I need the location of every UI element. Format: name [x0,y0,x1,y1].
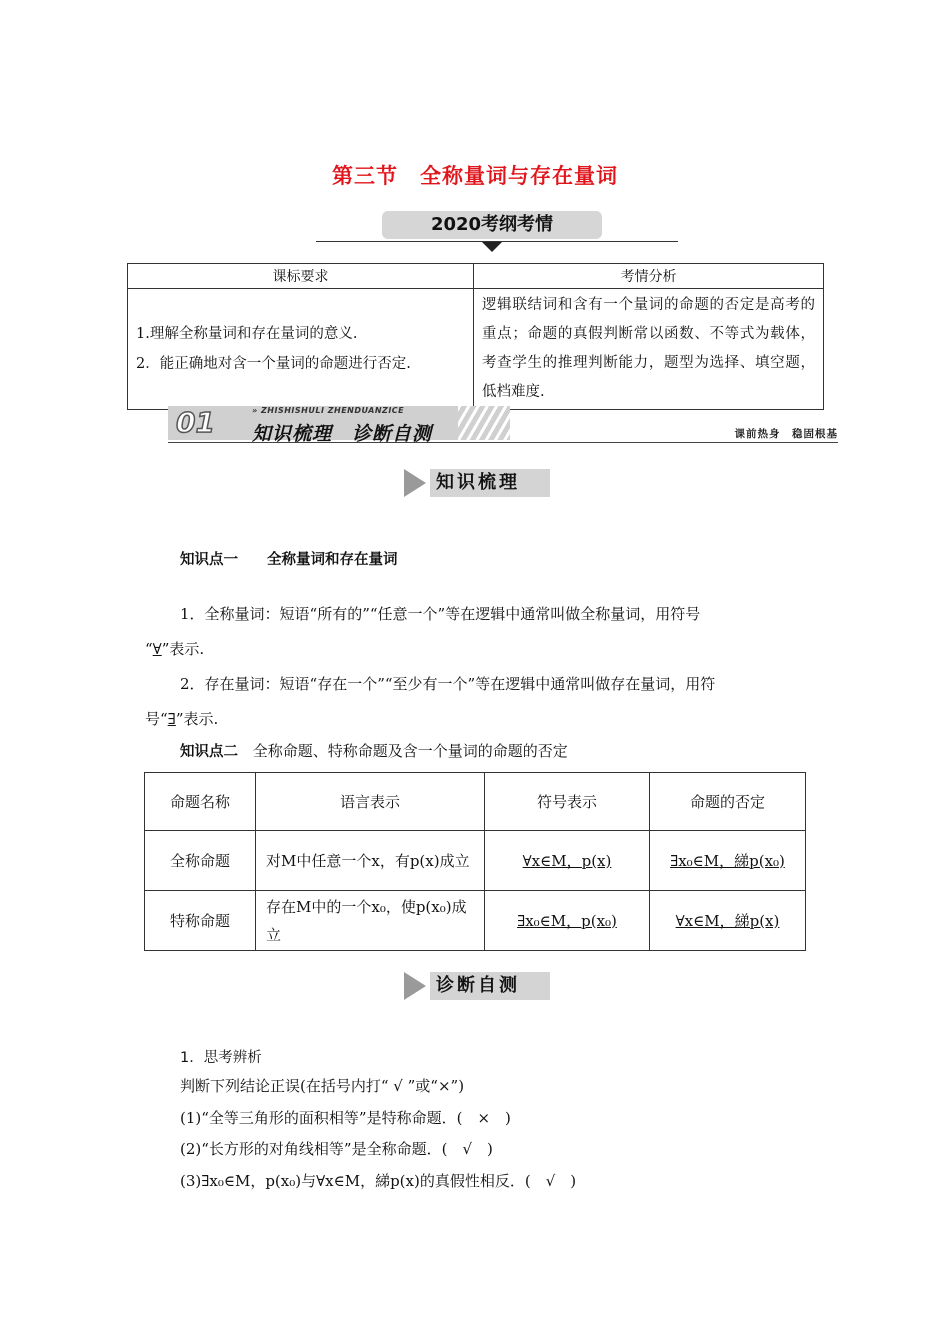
knowledge-point-2-label: 知识点二 [180,744,238,760]
stripe-decoration [458,406,510,440]
question-instruction: 判断下列结论正误(在括号内打“ √ ”或“×”) [180,1077,465,1095]
header-language: 语言表示 [256,773,485,831]
banner-triangle-icon [482,242,502,252]
existential-symbol: ∃ [167,710,176,728]
knowledge-point-2 [180,740,568,761]
universal-symbol: ∀ [152,640,162,658]
analysis-cell: 逻辑联结词和含有一个量词的命题的否定是高考的重点；命题的真假判断常以函数、不等式为载体，考查学生的推理判断能力，题型为选择、填空题，低档难度. [474,289,824,410]
section-bar [168,404,838,445]
question-item: (1)“全等三角形的面积相等”是特称命题．( × ) [180,1109,511,1127]
paragraph-existential: 2．存在量词：短语“存在一个”“至少有一个”等在逻辑中通常叫做存在量词，用符 [180,675,716,693]
section-number: 01 [176,406,215,439]
question-item: (2)“长方形的对角线相等”是全称命题．( √ ) [180,1140,493,1158]
header-symbol: 符号表示 [485,773,650,831]
arrow-icon [404,469,426,497]
paragraph-universal-cont: “∀”表示. [145,640,205,658]
paragraph-existential-cont: 号“∃”表示. [145,710,219,728]
section-underline [168,442,838,443]
subhead-label: 知识梳理 [430,469,550,497]
proposition-table [144,772,806,951]
requirement-header: 课标要求 [128,264,474,289]
section-title: 知识梳理 诊断自测 [252,423,433,445]
question-item: (3)∃x₀∈M，p(x₀)与∀x∈M，綈p(x)的真假性相反．( √ ) [180,1172,577,1190]
arrow-icon [404,972,426,1000]
header-negation: 命题的否定 [650,773,806,831]
subhead-label: 诊断自测 [430,972,550,1000]
section-pinyin: » ZHISHISHULI ZHENDUANZICE [252,406,405,415]
requirement-table [127,263,824,410]
question-title: 1．思考辨析 [180,1050,262,1066]
section-right-text: 课前热身 稳固根基 [734,428,838,440]
analysis-header: 考情分析 [474,264,824,289]
requirement-item: 2．能正确地对含一个量词的命题进行否定. [136,356,411,372]
table-row: 特称命题 存在M中的一个x₀，使p(x₀)成立 ∃x₀∈M，p(x₀) ∀x∈M，綈p(x) [145,891,806,951]
knowledge-point-2-text: 全称命题、特称命题及含一个量词的命题的否定 [252,742,568,760]
header-prop-name: 命题名称 [145,773,256,831]
knowledge-point-1: 知识点一 全称量词和存在量词 [180,552,398,568]
table-row: 全称命题 对M中任意一个x，有p(x)成立 ∀x∈M，p(x) ∃x₀∈M，綈p(x₀) [145,831,806,891]
page-title: 第三节 全称量词与存在量词 [332,164,618,188]
paragraph-universal: 1．全称量词：短语“所有的”“任意一个”等在逻辑中通常叫做全称量词，用符号 [180,605,701,623]
requirement-item: 1.理解全称量词和存在量词的意义. [136,326,358,342]
kaogang-banner: 2020考纲考情 [382,211,602,239]
requirement-cell [128,289,474,410]
